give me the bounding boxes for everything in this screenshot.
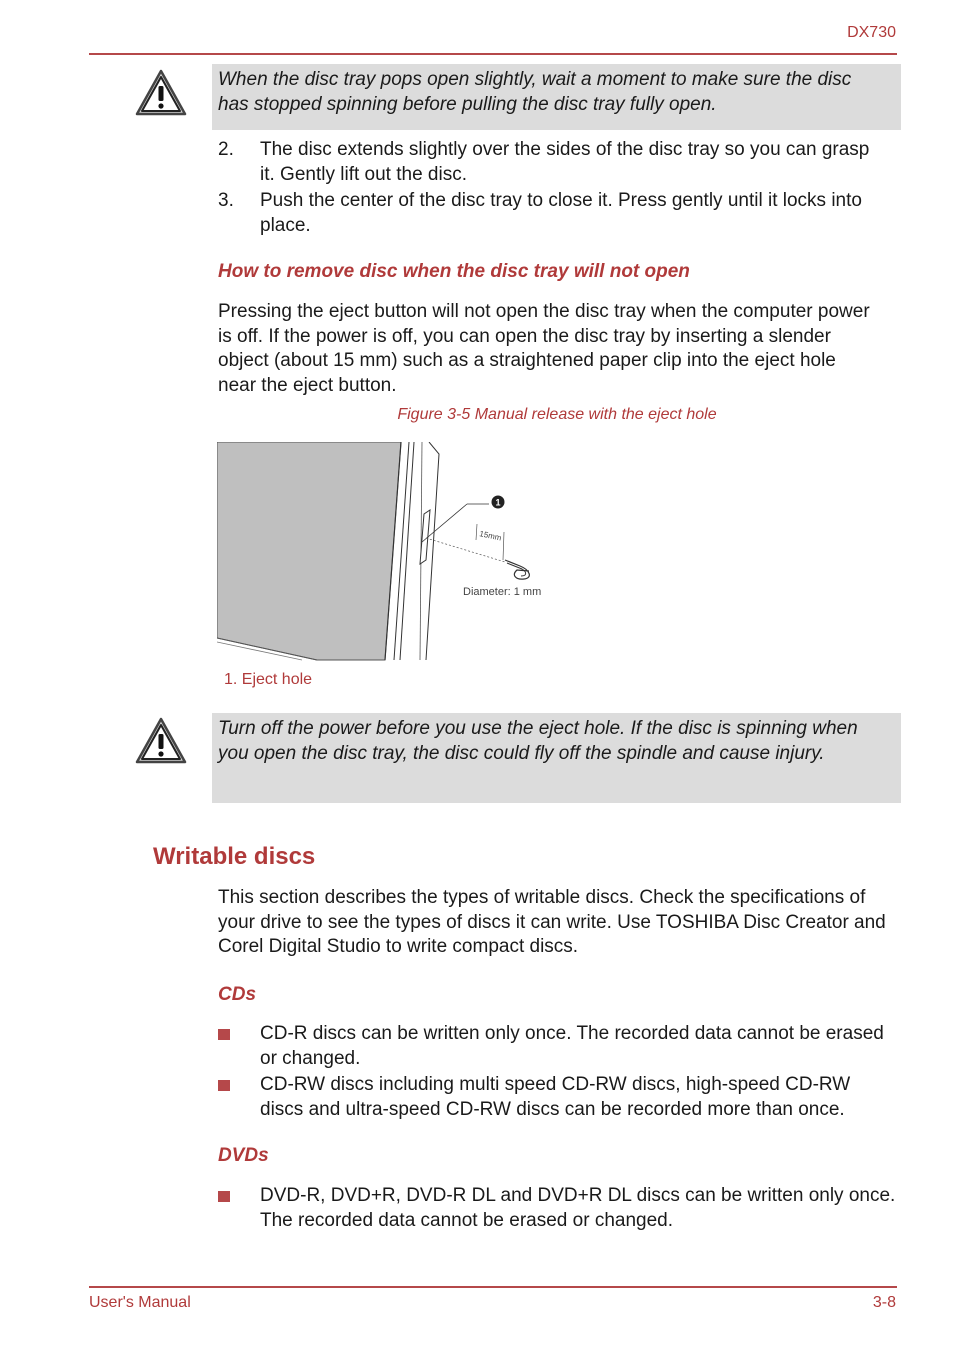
callout-number: 1 [495, 497, 501, 508]
bullet-square-icon [218, 1029, 230, 1040]
caution-box [212, 713, 901, 803]
list-item [218, 189, 888, 238]
callout-marker [492, 496, 505, 509]
list-item-text: DVD-R, DVD+R, DVD-R DL and DVD+R DL discs can be written only once. The recorded data cannot be erased or changed. [260, 1185, 896, 1231]
bullet-square-icon [218, 1191, 230, 1202]
subsection-heading: DVDs [218, 1145, 269, 1166]
subsection-heading: How to remove disc when the disc tray will not open [218, 261, 690, 282]
header-rule [89, 53, 897, 55]
step-number: 3. [218, 190, 234, 211]
section-heading: Writable discs [153, 843, 316, 870]
page-number: 3-8 [872, 1294, 896, 1311]
figure-caption: Figure 3-5 Manual release with the eject hole [397, 406, 717, 423]
list-item [218, 1184, 898, 1233]
warning-triangle-icon [134, 68, 188, 118]
eject-hole-illustration [217, 442, 557, 661]
header-model: DX730 [847, 24, 896, 41]
bullet-square-icon [218, 1080, 230, 1091]
list-item-text: CD-RW discs including multi speed CD-RW discs, high-speed CD-RW discs and ultra-speed CD-RW discs can be recorded more than once. [260, 1074, 851, 1120]
step-text: The disc extends slightly over the sides of the disc tray so you can grasp it. Gently lift out the disc. [260, 139, 870, 185]
warning-triangle-icon [134, 716, 188, 766]
list-item [218, 138, 888, 187]
paragraph: This section describes the types of writable discs. Check the specifications of your drive to see the types of discs it can write. Use TOSHIBA Disc Creator and Corel Digital Studio to write compact discs. [218, 887, 886, 957]
diameter-label: Diameter: 1 mm [463, 586, 542, 598]
list-item-text: CD-R discs can be written only once. The recorded data cannot be erased or changed. [260, 1023, 884, 1069]
list-item [218, 1022, 898, 1071]
footer-title: User's Manual [89, 1294, 191, 1311]
caution-text: Turn off the power before you use the eject hole. If the disc is spinning when you open the disc tray, the disc could fly off the spindle and cause injury. [218, 718, 858, 764]
figure-legend: 1. Eject hole [224, 671, 313, 688]
length-label: 15mm [478, 529, 503, 543]
caution-box [212, 64, 901, 130]
list-item [218, 1073, 898, 1122]
subsection-heading: CDs [218, 984, 257, 1005]
caution-text: When the disc tray pops open slightly, wait a moment to make sure the disc has stopped spinning before pulling the disc tray fully open. [218, 69, 852, 115]
paragraph: Pressing the eject button will not open the disc tray when the computer power is off. If the power is off, you can open the disc tray by inserting a slender object (about 15 mm) such as a straightened paper clip into the eject hole near the eject button. [218, 301, 870, 396]
step-text: Push the center of the disc tray to close it. Press gently until it locks into place. [260, 190, 862, 236]
footer-rule [89, 1286, 897, 1288]
step-number: 2. [218, 139, 234, 160]
